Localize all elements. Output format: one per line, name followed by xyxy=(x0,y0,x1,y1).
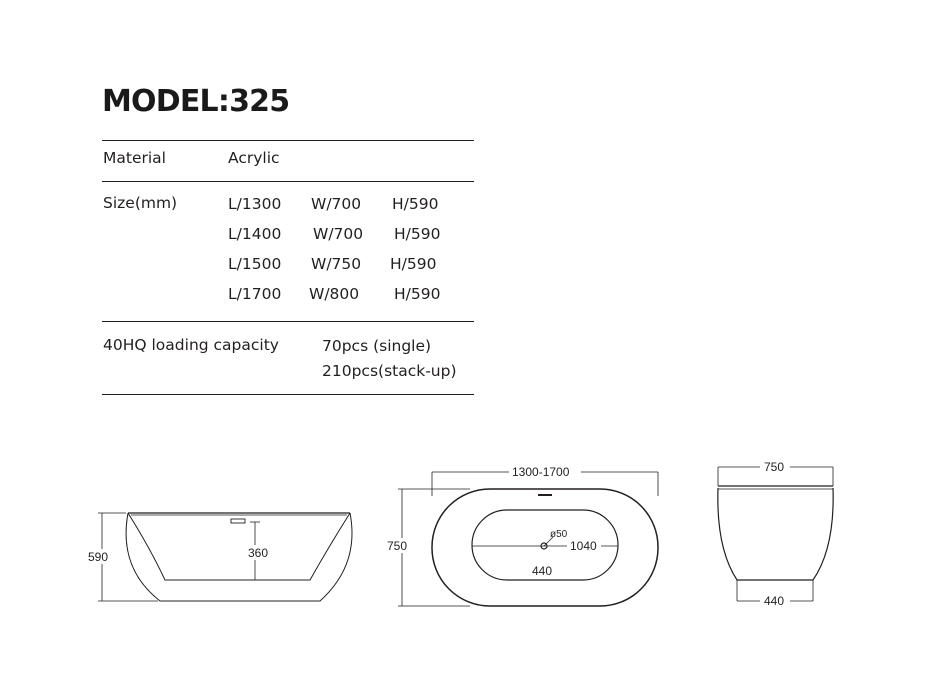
size-width: W/700 xyxy=(313,225,364,243)
model-title: MODEL:325 xyxy=(102,84,290,119)
size-label: Size(mm) xyxy=(103,194,178,212)
end-top-width-label: 750 xyxy=(764,460,785,474)
size-length: L/1400 xyxy=(228,225,282,243)
top-length-label: 1300-1700 xyxy=(512,465,570,479)
size-height: H/590 xyxy=(394,285,441,303)
size-length: L/1700 xyxy=(228,285,282,303)
inner-length-label: 1040 xyxy=(570,539,597,553)
end-view xyxy=(718,467,833,601)
size-height: H/590 xyxy=(394,225,441,243)
side-height-label: 590 xyxy=(88,550,109,564)
size-width: W/700 xyxy=(311,195,362,213)
loading-label: 40HQ loading capacity xyxy=(103,336,279,354)
size-length: L/1500 xyxy=(228,255,282,273)
side-view xyxy=(98,513,352,601)
loading-single: 70pcs (single) xyxy=(322,337,432,355)
size-width: W/750 xyxy=(311,255,362,273)
top-width-label: 750 xyxy=(387,539,408,553)
size-height: H/590 xyxy=(390,255,437,273)
drain-diameter-label: ø50 xyxy=(550,529,568,540)
size-height: H/590 xyxy=(392,195,439,213)
material-label: Material xyxy=(103,149,166,167)
material-value: Acrylic xyxy=(228,149,280,167)
end-base-width-label: 440 xyxy=(764,594,785,608)
size-width: W/800 xyxy=(309,285,360,303)
size-length: L/1300 xyxy=(228,195,282,213)
loading-stack: 210pcs(stack-up) xyxy=(322,362,457,380)
top-view xyxy=(398,472,658,606)
inner-width-label: 440 xyxy=(532,564,553,578)
side-depth-label: 360 xyxy=(248,546,269,560)
